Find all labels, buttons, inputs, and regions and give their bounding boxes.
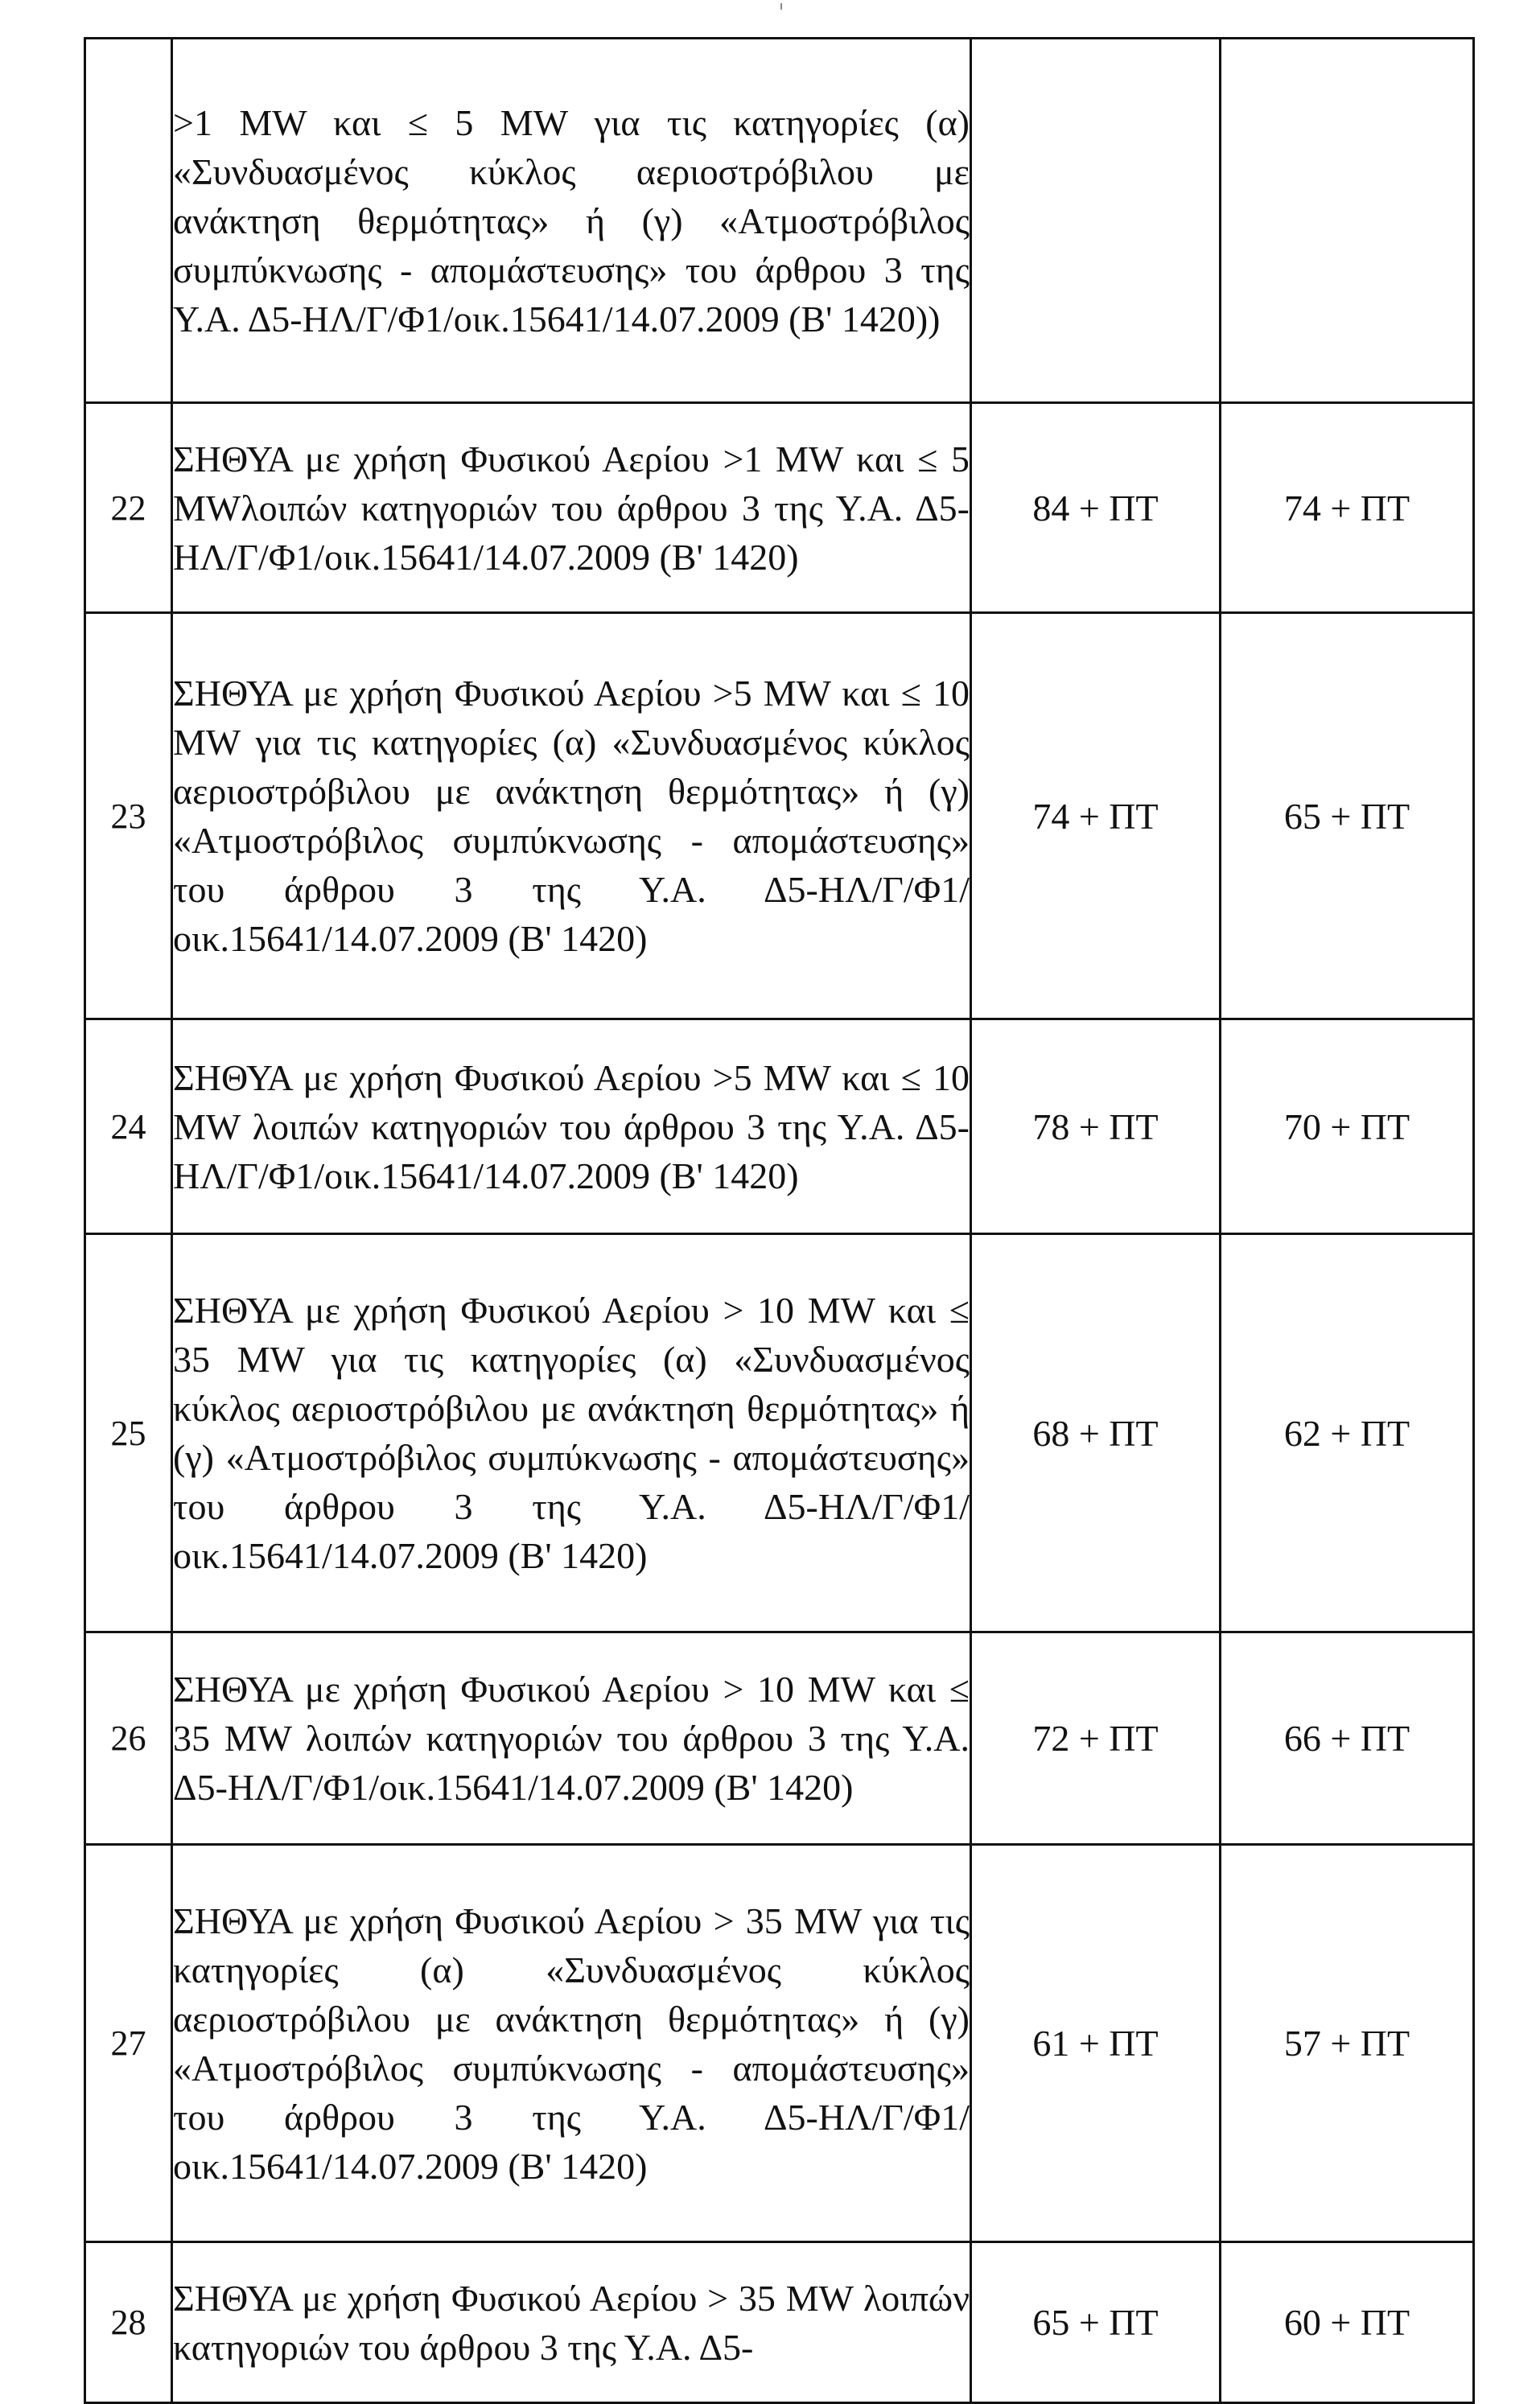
row-number: 24 <box>85 1019 172 1234</box>
row-description <box>172 1019 971 1234</box>
price-column-a: 65 + ΠΤ <box>971 2242 1221 2403</box>
row-description-text: ΣΗΘΥΑ με χρήση Φυσικού Αερίου >5 MW και ≤ 10 MW για τις κατηγορίες (α) «Συνδυασμένος κύκλος αεριοστρόβιλου με ανάκτηση θερμότητας» ή (γ) «Ατμοστρόβιλος συμπύκνωσης - απομάστευσης» του άρθρου 3 της Υ.Α. Δ5-ΗΛ/Γ/Φ1/οικ.15641/14.07.2009 (Β' 1420) <box>173 673 970 959</box>
price-column-b: 74 + ΠΤ <box>1221 403 1474 613</box>
row-number: 28 <box>85 2242 172 2403</box>
table-row <box>85 1632 1474 1845</box>
row-description <box>172 39 971 403</box>
price-column-b: 60 + ΠΤ <box>1221 2242 1474 2403</box>
row-description <box>172 1845 971 2242</box>
row-description <box>172 613 971 1019</box>
table-row <box>85 2242 1474 2403</box>
price-column-b <box>1221 39 1474 403</box>
row-number: 23 <box>85 613 172 1019</box>
row-number: 27 <box>85 1845 172 2242</box>
table-row <box>85 39 1474 403</box>
row-description-text: ΣΗΘΥΑ με χρήση Φυσικού Αερίου >5 MW και ≤ 10 MW λοιπών κατηγοριών του άρθρου 3 της Υ.Α. Δ5-ΗΛ/Γ/Φ1/οικ.15641/14.07.2009 (Β' 1420) <box>173 1056 970 1196</box>
row-description-text: ΣΗΘΥΑ με χρήση Φυσικού Αερίου > 35 MW λοιπών κατηγοριών του άρθρου 3 της Υ.Α. Δ5- <box>173 2277 970 2368</box>
row-description <box>172 1234 971 1632</box>
row-description-text: ΣΗΘΥΑ με χρήση Φυσικού Αερίου >1 MW και ≤ 5 MWλοιπών κατηγοριών του άρθρου 3 της Υ.Α. Δ5-ΗΛ/Γ/Φ1/οικ.15641/14.07.2009 (Β' 1420) <box>173 438 970 578</box>
row-description-text: ΣΗΘΥΑ με χρήση Φυσικού Αερίου > 35 MW για τις κατηγορίες (α) «Συνδυασμένος κύκλος αεριοστρόβιλου με ανάκτηση θερμότητας» ή (γ) «Ατμοστρόβιλος συμπύκνωσης - απομάστευσης» του άρθρου 3 της Υ.Α. Δ5-ΗΛ/Γ/Φ1/οικ.15641/14.07.2009 (Β' 1420) <box>173 1900 970 2187</box>
price-column-a: 61 + ΠΤ <box>971 1845 1221 2242</box>
row-description <box>172 2242 971 2403</box>
row-number: 22 <box>85 403 172 613</box>
row-description <box>172 403 971 613</box>
price-column-b: 66 + ΠΤ <box>1221 1632 1474 1845</box>
row-description-text: ΣΗΘΥΑ με χρήση Φυσικού Αερίου > 10 MW και ≤ 35 MW λοιπών κατηγοριών του άρθρου 3 της Υ.Α. Δ5-ΗΛ/Γ/Φ1/οικ.15641/14.07.2009 (Β' 1420) <box>173 1669 970 1808</box>
row-description <box>172 1632 971 1845</box>
price-column-b: 57 + ΠΤ <box>1221 1845 1474 2242</box>
row-number: 25 <box>85 1234 172 1632</box>
table-row <box>85 1019 1474 1234</box>
tariff-table <box>84 37 1475 2404</box>
table-row <box>85 1845 1474 2242</box>
row-number: 26 <box>85 1632 172 1845</box>
price-column-b: 65 + ΠΤ <box>1221 613 1474 1019</box>
price-column-a: 78 + ΠΤ <box>971 1019 1221 1234</box>
row-number <box>85 39 172 403</box>
table-row <box>85 613 1474 1019</box>
price-column-a: 74 + ΠΤ <box>971 613 1221 1019</box>
row-description-text: ΣΗΘΥΑ με χρήση Φυσικού Αερίου > 10 MW και ≤ 35 MW για τις κατηγορίες (α) «Συνδυασμένος κύκλος αεριοστρόβιλου με ανάκτηση θερμότητας» ή (γ) «Ατμοστρόβιλος συμπύκνωσης - απομάστευσης» του άρθρου 3 της Υ.Α. Δ5-ΗΛ/Γ/Φ1/οικ.15641/14.07.2009 (Β' 1420) <box>173 1290 970 1576</box>
price-column-a: 84 + ΠΤ <box>971 403 1221 613</box>
price-column-a: 68 + ΠΤ <box>971 1234 1221 1632</box>
table-row <box>85 1234 1474 1632</box>
price-column-a <box>971 39 1221 403</box>
price-column-b: 70 + ΠΤ <box>1221 1019 1474 1234</box>
scan-mark <box>780 3 782 10</box>
row-description-text: >1 MW και ≤ 5 MW για τις κατηγορίες (α) «Συνδυασμένος κύκλος αεριοστρόβιλου με ανάκτηση θερμότητας» ή (γ) «Ατμοστρόβιλος συμπύκνωσης - απομάστευσης» του άρθρου 3 της Υ.Α. Δ5-ΗΛ/Γ/Φ1/οικ.15641/14.07.2009 (Β' 1420)) <box>173 101 970 340</box>
price-column-a: 72 + ΠΤ <box>971 1632 1221 1845</box>
price-column-b: 62 + ΠΤ <box>1221 1234 1474 1632</box>
table-row <box>85 403 1474 613</box>
